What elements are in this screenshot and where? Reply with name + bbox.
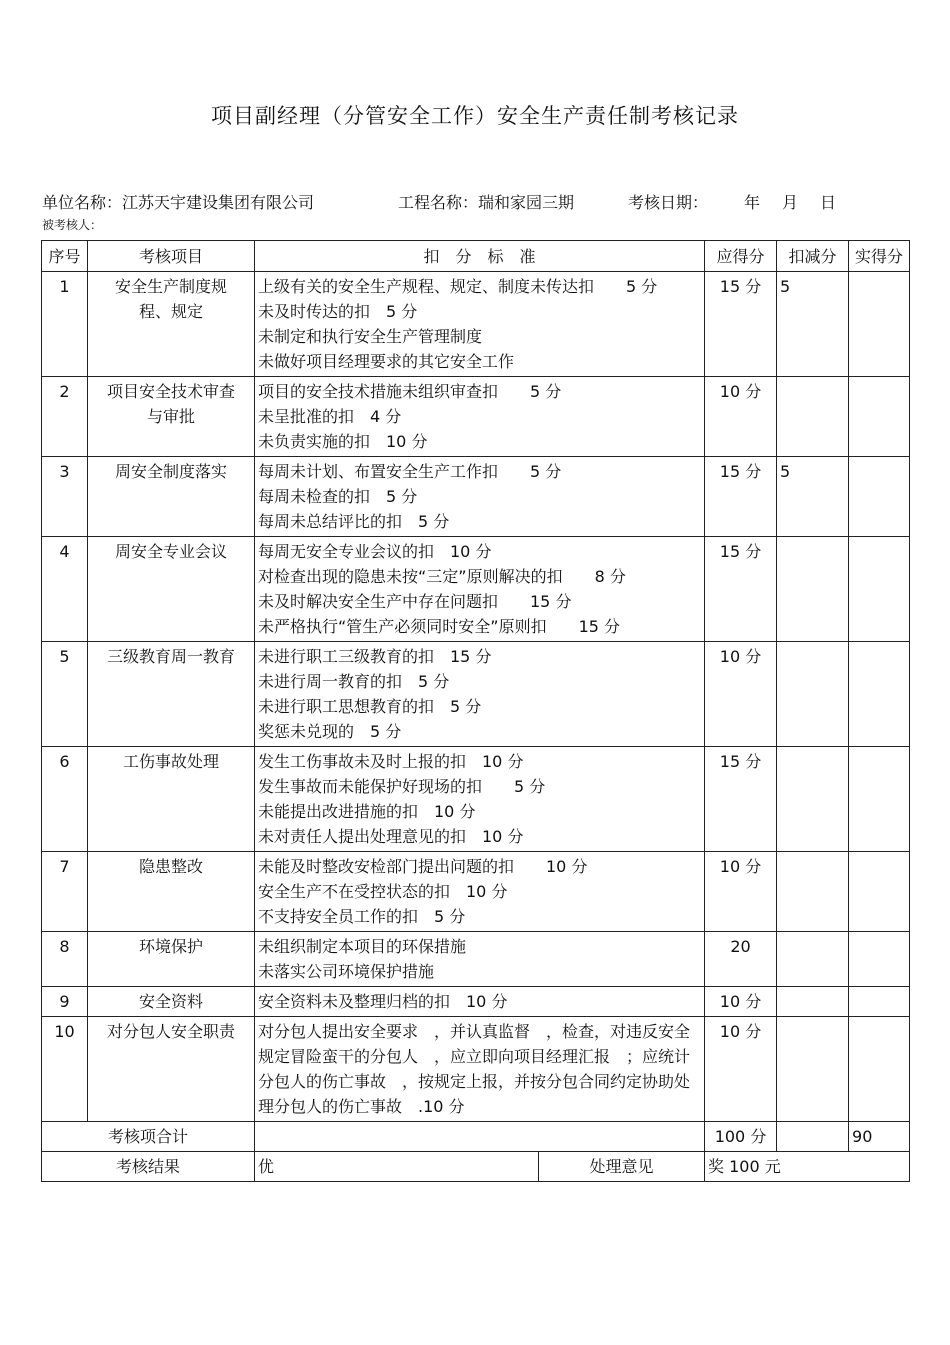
row-should: 10 分 [705,642,777,747]
row-should: 15 分 [705,537,777,642]
criteria-line: 未进行周一教育的扣 5 分 [258,672,450,691]
table-row [42,537,910,642]
row-criteria [255,272,705,377]
criteria-line: 每周未计划、布置安全生产工作扣 5 分 [258,462,562,481]
row-actual [849,457,910,537]
criteria-line: 对检查出现的隐患未按“三定”原则解决的扣 8 分 [258,567,626,586]
criteria-line: 上级有关的安全生产规程、规定、制度未传达扣 5 分 [258,277,658,296]
criteria-line: 每周未检查的扣 5 分 [258,487,418,506]
row-deduct [777,852,849,932]
table-row [42,987,910,1017]
table-row [42,1017,910,1122]
row-deduct [777,537,849,642]
table-row [42,852,910,932]
row-no: 1 [42,272,88,377]
row-deduct [777,747,849,852]
total-deduct [777,1122,849,1152]
row-deduct [777,377,849,457]
criteria-line: 未能及时整改安检部门提出问题的扣 10 分 [258,857,588,876]
criteria-line: 发生工伤事故未及时上报的扣 10 分 [258,752,524,771]
total-actual: 90 [849,1122,910,1152]
row-should: 10 分 [705,1017,777,1122]
row-criteria [255,1017,705,1122]
header-item: 考核项目 [88,241,255,272]
result-row [42,1152,910,1182]
row-actual [849,377,910,457]
criteria-line: 未落实公司环境保护措施 [258,962,435,981]
criteria-line: 不支持安全员工作的扣 5 分 [258,907,466,926]
total-label: 考核项合计 [42,1122,255,1152]
row-deduct [777,987,849,1017]
row-criteria [255,642,705,747]
row-deduct: 5 [777,457,849,537]
row-no: 8 [42,932,88,987]
total-should: 100 分 [705,1122,777,1152]
result-value: 优 [255,1152,539,1182]
date-month: 月 [782,193,799,212]
criteria-line: 未及时传达的扣 5 分 [258,302,418,321]
project-name: 工程名称：瑞和家园三期 [398,193,575,212]
row-item: 周安全制度落实 [88,457,255,537]
row-should: 10 分 [705,377,777,457]
table-row [42,747,910,852]
date-year: 年 [744,193,761,212]
header-should: 应得分 [705,241,777,272]
unit-name: 单位名称：江苏天宇建设集团有限公司 [42,193,315,212]
criteria-line: 未呈批准的扣 4 分 [258,407,402,426]
criteria-line: 未负责实施的扣 10 分 [258,432,428,451]
criteria-line: 未进行职工三级教育的扣 15 分 [258,647,492,666]
row-item: 项目安全技术审查与审批 [88,377,255,457]
row-deduct: 5 [777,272,849,377]
criteria-line: 未能提出改进措施的扣 10 分 [258,802,476,821]
total-blank [255,1122,705,1152]
row-actual [849,642,910,747]
criteria-line: 未及时解决安全生产中存在问题扣 15 分 [258,592,572,611]
row-actual [849,747,910,852]
criteria-line: 未做好项目经理要求的其它安全工作 [258,352,515,371]
row-deduct [777,932,849,987]
row-item: 环境保护 [88,932,255,987]
table-row [42,642,910,747]
row-no: 7 [42,852,88,932]
row-criteria [255,747,705,852]
row-no: 2 [42,377,88,457]
row-actual [849,1017,910,1122]
header-actual: 实得分 [849,241,910,272]
table-header [42,241,910,272]
row-should: 10 分 [705,852,777,932]
row-item: 三级教育周一教育 [88,642,255,747]
assessment-table [41,240,910,1182]
row-no: 10 [42,1017,88,1122]
row-should: 20 [705,932,777,987]
row-deduct [777,1017,849,1122]
header-no: 序号 [42,241,88,272]
opinion-value: 奖 100 元 [705,1152,910,1182]
total-row [42,1122,910,1152]
row-actual [849,537,910,642]
header-criteria: 扣 分 标 准 [255,241,705,272]
row-criteria [255,537,705,642]
criteria-line: 项目的安全技术措施未组织审查扣 5 分 [258,382,562,401]
opinion-label: 处理意见 [539,1152,705,1182]
row-no: 6 [42,747,88,852]
result-label: 考核结果 [42,1152,255,1182]
row-criteria [255,457,705,537]
page-title: 项目副经理（分管安全工作）安全生产责任制考核记录 [211,104,739,128]
row-no: 4 [42,537,88,642]
row-actual [849,987,910,1017]
criteria-line: 未进行职工思想教育的扣 5 分 [258,697,482,716]
criteria-line: 未严格执行“管生产必须同时安全”原则扣 15 分 [258,617,621,636]
row-should: 15 分 [705,747,777,852]
row-criteria [255,377,705,457]
row-actual [849,852,910,932]
row-criteria [255,932,705,987]
row-item: 安全资料 [88,987,255,1017]
row-item: 对分包人安全职责 [88,1017,255,1122]
row-actual [849,272,910,377]
criteria-line: 未制定和执行安全生产管理制度 [258,327,483,346]
row-should: 15 分 [705,457,777,537]
row-should: 10 分 [705,987,777,1017]
row-criteria [255,852,705,932]
table-row [42,932,910,987]
row-no: 5 [42,642,88,747]
criteria-line: 对分包人提出安全要求 ，并认真监督 ，检查，对违反安全规定冒险蛮干的分包人 ，应立即向项目经理汇报 ；应统计分包人的伤亡事故 ，按规定上报，并按分包合同约定协助处理分包人的伤亡事故 .10 分 [258,1022,691,1116]
check-date-label: 考核日期： [628,193,709,212]
row-deduct [777,642,849,747]
row-no: 9 [42,987,88,1017]
row-should: 15 分 [705,272,777,377]
date-day: 日 [820,193,837,212]
row-no: 3 [42,457,88,537]
criteria-line: 发生事故而未能保护好现场的扣 5 分 [258,777,546,796]
row-item: 安全生产制度规程、规定 [88,272,255,377]
examinee-label: 被考核人： [42,218,103,232]
criteria-line: 安全资料未及整理归档的扣 10 分 [258,992,508,1011]
criteria-line: 每周未总结评比的扣 5 分 [258,512,450,531]
criteria-line: 奖惩未兑现的 5 分 [258,722,402,741]
header-deduct: 扣减分 [777,241,849,272]
row-item: 隐患整改 [88,852,255,932]
row-item: 工伤事故处理 [88,747,255,852]
row-criteria [255,987,705,1017]
row-item: 周安全专业会议 [88,537,255,642]
row-actual [849,932,910,987]
criteria-line: 每周无安全专业会议的扣 10 分 [258,542,492,561]
criteria-line: 未对责任人提出处理意见的扣 10 分 [258,827,524,846]
table-row [42,272,910,377]
criteria-line: 未组织制定本项目的环保措施 [258,937,467,956]
table-row [42,377,910,457]
table-row [42,457,910,537]
criteria-line: 安全生产不在受控状态的扣 10 分 [258,882,508,901]
